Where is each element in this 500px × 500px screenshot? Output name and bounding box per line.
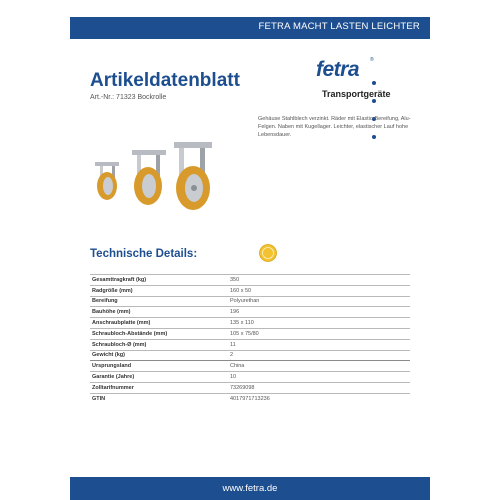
- fetra-logo: [316, 57, 374, 82]
- spec-value: 4017971713236: [230, 395, 270, 402]
- spec-value: 160 x 50: [230, 287, 252, 294]
- spec-value: China: [230, 363, 245, 370]
- spec-value: 350: [230, 276, 240, 283]
- spec-value: 11: [230, 341, 236, 348]
- spec-value: Polyurethan: [230, 298, 260, 305]
- footer-url-link[interactable]: www.fetra.de: [222, 483, 278, 494]
- spec-value: 10: [230, 374, 237, 381]
- spec-value: 135 x 110: [230, 320, 254, 327]
- spec-row: [90, 307, 410, 318]
- spec-label: Schraubloch-Ø (mm): [92, 341, 147, 348]
- spec-row: [90, 297, 410, 308]
- spec-row: [90, 286, 410, 297]
- section-title: Technische Details:: [90, 248, 198, 260]
- castor-large-image: [174, 142, 212, 210]
- spec-row: [90, 383, 410, 394]
- quality-badge-icon: [259, 244, 277, 262]
- article-number: Art.-Nr.: 71323 Bockrolle: [90, 94, 167, 101]
- spec-row: [90, 340, 410, 351]
- spec-row: [90, 318, 410, 329]
- datasheet-page: [70, 0, 430, 500]
- spec-row: [90, 372, 410, 383]
- spec-row: [90, 274, 410, 286]
- spec-value: 73269098: [230, 384, 255, 391]
- spec-label: Radgröße (mm): [92, 287, 133, 294]
- spec-table: [90, 274, 410, 404]
- spec-label: GTIN: [92, 395, 106, 402]
- spec-label: Anschraubplatte (mm): [92, 320, 151, 327]
- spec-label: Bauhöhe (mm): [92, 309, 131, 316]
- spec-row: [90, 394, 410, 404]
- spec-label: Ursprungsland: [92, 363, 132, 370]
- spec-label: Garantie (Jahre): [92, 374, 135, 381]
- spec-row: [90, 351, 410, 362]
- spec-label: Gewicht (kg): [92, 352, 126, 359]
- spec-row: [90, 361, 410, 372]
- page-title: Artikeldatenblatt: [90, 70, 240, 91]
- castor-medium-image: [132, 150, 166, 205]
- spec-value: 105 x 75/80: [230, 330, 259, 337]
- logo-word: fetra: [316, 58, 360, 81]
- spec-value: 2: [230, 352, 234, 359]
- logo-subtitle: Transportgeräte: [322, 89, 391, 99]
- spec-label: Bereifung: [92, 298, 118, 305]
- spec-row: [90, 329, 410, 340]
- spec-label: Gesamttragkraft (kg): [92, 276, 147, 283]
- footer-bar: [70, 477, 430, 500]
- spec-label: Schraubloch-Abstände (mm): [92, 330, 168, 337]
- spec-value: 196: [230, 309, 240, 316]
- header-bar: [70, 17, 430, 39]
- header-slogan: FETRA MACHT LASTEN LEICHTER: [258, 21, 420, 32]
- product-photo: [90, 112, 240, 232]
- product-description: Gehäuse Stahlblech verzinkt. Räder mit Elastic-Bereifung, Alu-Felgen. Naben mit Kugellager. Leichter, elastischer Lauf hohe Lebensdauer.: [258, 116, 411, 138]
- spec-label: Zolltarifnummer: [92, 384, 134, 391]
- logo-registered: ®: [370, 57, 374, 63]
- castor-small-image: [95, 162, 119, 200]
